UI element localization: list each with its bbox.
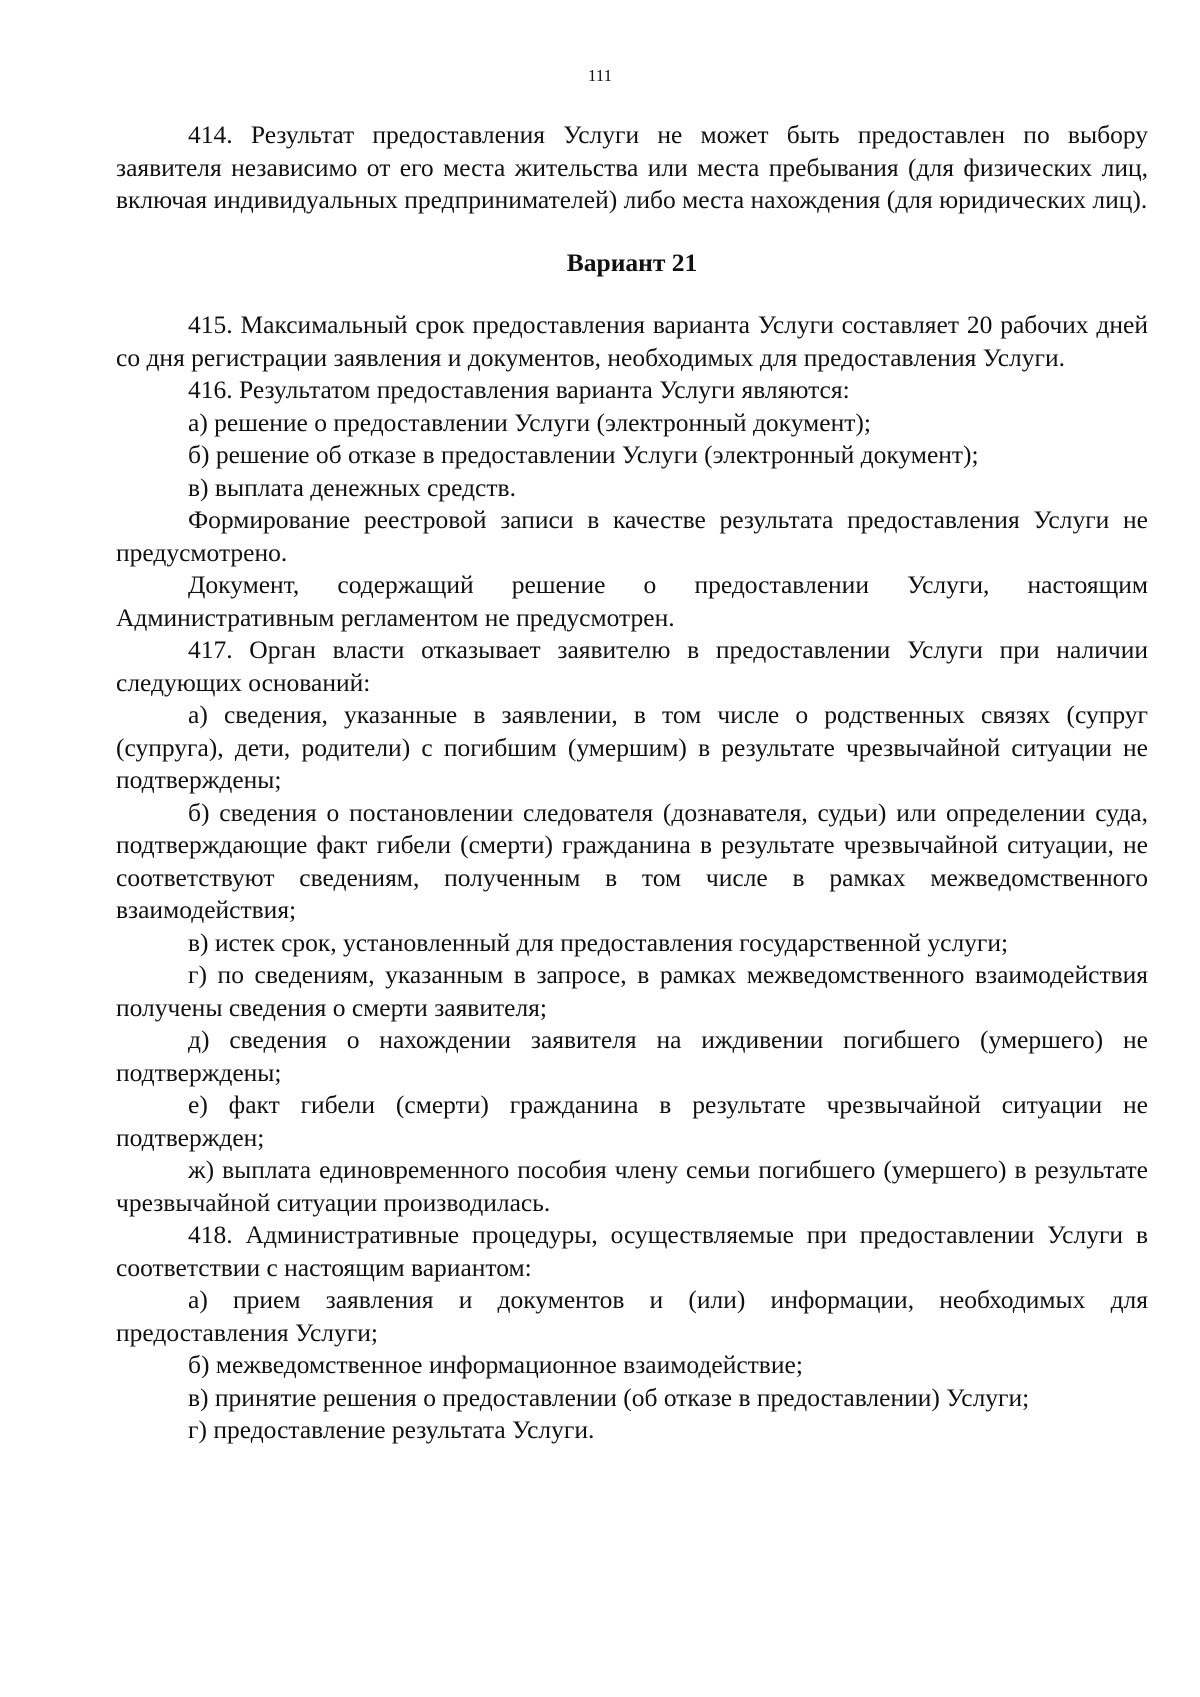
list-item-417-v: в) истек срок, установленный для предоставления государственной услуги; <box>188 927 1009 957</box>
list-item-418-a: а) прием заявления и документов и (или) информации, необходимых для предоставления Услуги; <box>116 1285 1148 1347</box>
paragraph-418: 418. Административные процедуры, осуществляемые при предоставлении Услуги в соответствии с настоящим вариантом: <box>116 1220 1148 1282</box>
paragraph-415: 415. Максимальный срок предоставления варианта Услуги составляет 20 рабочих дней со дня регистрации заявления и документов, необходимых для предоставления Услуги. <box>116 310 1148 372</box>
section-heading: Вариант 21 <box>566 247 698 277</box>
list-item-417-d: д) сведения о нахождении заявителя на иждивении погибшего (умершего) не подтверждены; <box>116 1025 1148 1087</box>
list-item-417-b: б) сведения о постановлении следователя (дознавателя, судьи) или определении суда, подтверждающие факт гибели (смерти) гражданина в результате чрезвычайной ситуации, не соответствуют сведениям, полученным в том числе в рамках межведомственного взаимодействия; <box>116 797 1148 924</box>
paragraph-416: 416. Результатом предоставления варианта Услуги являются: <box>188 375 850 404</box>
list-item-418-b: б) межведомственное информационное взаимодействие; <box>188 1350 803 1379</box>
page-number: 111 <box>587 66 613 85</box>
list-item-416-b: б) решение об отказе в предоставлении Услуги (электронный документ); <box>188 440 979 469</box>
list-item-418-v: в) принятие решения о предоставлении (об отказе в предоставлении) Услуги; <box>188 1382 1030 1412</box>
list-item-416-v: в) выплата денежных средств. <box>188 472 516 502</box>
list-item-417-a: а) сведения, указанные в заявлении, в том числе о родственных связях (супруг (супруга), дети, родители) с погибшим (умершим) в результате чрезвычайной ситуации не подтверждены; <box>116 700 1148 794</box>
document-body <box>116 119 1148 1447</box>
paragraph-decision-document: Документ, содержащий решение о предоставлении Услуги, настоящим Административным регламентом не предусмотрен. <box>116 570 1148 632</box>
paragraph-414: 414. Результат предоставления Услуги не может быть предоставлен по выбору заявителя независимо от его места жительства или места пребывания (для физических лиц, включая индивидуальных предпринимателей) либо места нахождения (для юридических лиц). <box>116 120 1148 214</box>
paragraph-registry-record: Формирование реестровой записи в качестве результата предоставления Услуги не предусмотрено. <box>116 505 1148 567</box>
list-item-418-g: г) предоставление результата Услуги. <box>188 1415 595 1444</box>
list-item-417-e: е) факт гибели (смерти) гражданина в результате чрезвычайной ситуации не подтвержден; <box>116 1090 1148 1152</box>
list-item-417-zh: ж) выплата единовременного пособия члену семьи погибшего (умершего) в результате чрезвычайной ситуации производилась. <box>116 1155 1148 1217</box>
list-item-416-a: а) решение о предоставлении Услуги (электронный документ); <box>188 407 871 437</box>
paragraph-417: 417. Орган власти отказывает заявителю в предоставлении Услуги при наличии следующих оснований: <box>116 635 1148 697</box>
list-item-417-g: г) по сведениям, указанным в запросе, в рамках межведомственного взаимодействия получены сведения о смерти заявителя; <box>116 960 1148 1022</box>
